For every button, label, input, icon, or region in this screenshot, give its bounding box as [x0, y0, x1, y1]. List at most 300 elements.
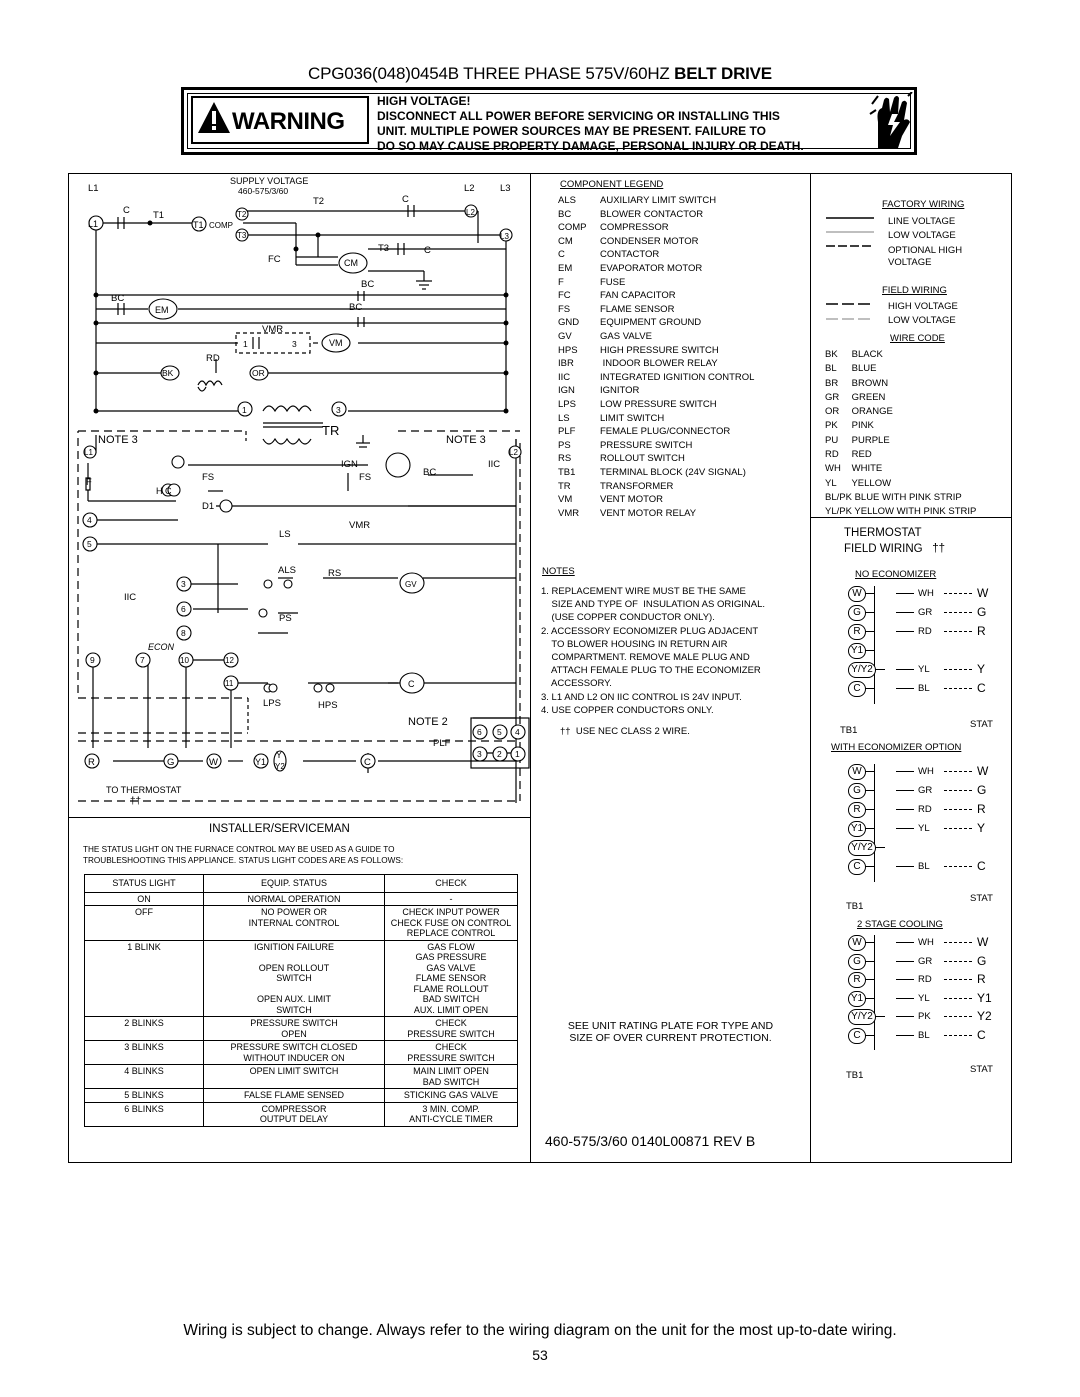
terminal-yy2: Y/Y2 — [848, 1009, 876, 1025]
terminal-g: G — [848, 783, 866, 799]
field-wire — [944, 961, 972, 962]
col-header: EQUIP. STATUS — [204, 875, 385, 893]
legend-item — [558, 222, 669, 233]
note-line: 2. ACCESSORY ECONOMIZER PLUG ADJACENT — [541, 625, 759, 637]
legend-desc: BLOWER CONTACTOR — [600, 208, 704, 220]
legend-desc: INDOOR BLOWER RELAY — [600, 358, 718, 370]
label-hps: HPS — [318, 700, 338, 711]
field-wire — [944, 612, 972, 613]
stat-terminal: G — [977, 953, 987, 968]
wire-color: YELLOW — [849, 477, 892, 489]
field-wire — [944, 1035, 972, 1036]
field-wire — [944, 942, 972, 943]
wire-color-code: WH — [918, 937, 934, 948]
warning-text — [377, 109, 804, 154]
check: CHECK INPUT POWER CHECK FUSE ON CONTROL REPLACE CONTROL — [385, 906, 518, 941]
stat-terminal: Y — [977, 662, 986, 676]
label-c: C — [408, 679, 415, 689]
wire-color: BROWN — [849, 377, 889, 389]
notes-title: NOTES — [542, 566, 575, 577]
terminal-lead — [865, 1035, 875, 1036]
rating-note-line: SIZE OF OVER CURRENT PROTECTION. — [569, 1032, 772, 1044]
installer-intro-line: TROUBLESHOOTING THIS APPLIANCE. STATUS LIGHT CODES ARE AS FOLLOWS: — [83, 856, 404, 865]
label-fs: FS — [202, 472, 215, 483]
equip-status: PRESSURE SWITCH OPEN — [204, 1017, 385, 1041]
label-ps: PS — [279, 613, 292, 624]
check: MAIN LIMIT OPEN BAD SWITCH — [385, 1065, 518, 1089]
note-line: 4. USE COPPER CONDUCTORS ONLY. — [541, 704, 714, 716]
label-als: ALS — [278, 565, 296, 576]
terminal-strip — [874, 586, 875, 704]
terminal-r: R — [88, 757, 95, 768]
tb1-label: TB1 — [840, 725, 858, 736]
legend-code: LS — [558, 412, 570, 424]
note-line: COMPARTMENT. REMOVE MALE PLUG AND — [541, 652, 750, 664]
legend-code: GND — [558, 317, 580, 329]
label-bc: BC — [349, 302, 363, 313]
terminal-y2: Y2 — [275, 762, 285, 771]
thermostat-title: THERMOSTAT — [844, 527, 922, 539]
voltage-label: VOLTAGE — [888, 257, 932, 268]
label-n4: 4 — [515, 727, 520, 737]
field-wire — [944, 593, 972, 594]
wire-color: BLUE WITH PINK STRIP — [851, 491, 962, 503]
terminal-w: W — [848, 586, 866, 602]
field-wire — [944, 809, 972, 810]
no-economizer-title: NO ECONOMIZER — [855, 569, 937, 580]
wire-code: WH — [825, 463, 841, 475]
field-wire — [896, 998, 914, 999]
legend-item — [558, 508, 696, 519]
field-wire — [896, 828, 914, 829]
terminal-g: G — [167, 757, 175, 768]
legend-desc: HIGH PRESSURE SWITCH — [600, 344, 719, 356]
warning-line: UNIT. MULTIPLE POWER SOURCES MAY BE PRESENT. FAILURE TO — [377, 124, 766, 138]
col-header: CHECK — [385, 875, 518, 893]
wire-color-code: YL — [918, 823, 930, 834]
field-wire — [896, 612, 914, 613]
label-n6: 6 — [181, 604, 186, 614]
legend-item — [558, 317, 701, 328]
legend-code: LPS — [558, 399, 576, 410]
label-n3: 3 — [477, 749, 482, 759]
legend-item — [558, 331, 652, 342]
status-light: 1 BLINK — [85, 940, 204, 1017]
dagger-note-text: USE NEC CLASS 2 WIRE. — [575, 726, 690, 737]
footer-note: Wiring is subject to change. Always refer to the wiring diagram on the unit for the most up-to-date wiring. — [183, 1322, 897, 1339]
legend-title: COMPONENT LEGEND — [560, 179, 664, 190]
status-light: OFF — [85, 906, 204, 941]
wire-code: YL/PK — [825, 506, 852, 518]
warning-line: DO SO MAY CAUSE PROPERTY DAMAGE, PERSONAL INJURY OR DEATH. — [377, 139, 804, 153]
wire-color-code: BL — [918, 683, 930, 694]
field-wire — [944, 979, 972, 980]
legend-code: FC — [558, 290, 571, 302]
legend-code: ALS — [558, 195, 576, 206]
field-wire — [944, 866, 972, 867]
stat-terminal: C — [977, 1027, 986, 1042]
label-ls: LS — [279, 529, 291, 540]
legend-desc: TERMINAL BLOCK (24V SIGNAL) — [600, 467, 746, 478]
terminal-r: R — [848, 802, 866, 818]
note-line: (USE COPPER CONDUCTOR ONLY). — [541, 612, 715, 624]
wire-color-code: GR — [918, 785, 933, 796]
label-vmr: VMR — [262, 324, 284, 335]
terminal-lead — [865, 979, 875, 980]
high-voltage-label: HIGH VOLTAGE — [888, 301, 958, 312]
warning-line: DISCONNECT ALL POWER BEFORE SERVICING OR INSTALLING THIS — [377, 109, 780, 123]
note-line: ATTACH FEMALE PLUG TO THE ECONOMIZER — [541, 665, 761, 677]
field-wire — [944, 688, 972, 689]
wire-color-code: WH — [918, 766, 934, 777]
field-wire — [896, 631, 914, 632]
label-n11: 11 — [225, 679, 234, 688]
label-n1: 1 — [515, 749, 520, 759]
field-wire — [944, 828, 972, 829]
wire-code-row — [825, 405, 976, 419]
terminal-y1: Y1 — [255, 757, 267, 767]
electric-hand-icon — [868, 92, 914, 150]
label-or: OR — [252, 368, 265, 378]
legend-desc: FAN CAPACITOR — [600, 290, 676, 302]
wire-color: PURPLE — [849, 434, 890, 446]
terminal-lead — [865, 942, 875, 943]
terminal-w: W — [848, 764, 866, 780]
wire-code: RD — [825, 449, 839, 461]
title-emphasis: BELT DRIVE — [674, 64, 772, 83]
warning-heading: HIGH VOLTAGE! — [377, 94, 471, 108]
wire-code-row — [825, 434, 976, 448]
legend-code: GV — [558, 331, 572, 342]
label-fc: FC — [268, 254, 281, 265]
equip-status: FALSE FLAME SENSED — [204, 1089, 385, 1103]
dagger-symbol: †† — [560, 726, 571, 737]
label-n9: 9 — [90, 655, 95, 665]
field-wire — [896, 1035, 914, 1036]
factory-wiring-title: FACTORY WIRING — [882, 199, 965, 210]
label-n5: 5 — [87, 539, 92, 549]
dagger-note — [560, 726, 690, 737]
stat-label: STAT — [970, 893, 993, 904]
label-t1: T1 — [193, 220, 204, 230]
note-line: 3. L1 AND L2 ON IIC CONTROL IS 24V INPUT. — [541, 691, 742, 703]
legend-desc: IGNITOR — [600, 385, 640, 397]
legend-code: IGN — [558, 385, 575, 397]
wire-color-code: GR — [918, 955, 933, 967]
status-row — [85, 1065, 518, 1089]
field-wire — [896, 688, 914, 689]
legend-desc: FUSE — [600, 276, 626, 288]
label-t3: T3 — [378, 243, 390, 254]
wire-color: WHITE — [849, 463, 883, 475]
legend-code: BC — [558, 208, 572, 220]
wire-color: GREEN — [849, 391, 886, 403]
status-light: 5 BLINKS — [85, 1089, 204, 1103]
wire-code-row — [825, 448, 976, 462]
wire-code: BL/PK — [825, 491, 852, 503]
col-header: STATUS LIGHT — [85, 875, 204, 893]
rating-note-line: SEE UNIT RATING PLATE FOR TYPE AND — [567, 1020, 774, 1032]
label-n1: 1 — [243, 339, 248, 349]
legend-item — [558, 413, 664, 424]
legend-code: EM — [558, 263, 573, 274]
terminal-c: C — [848, 681, 866, 697]
wire-code: YL — [825, 477, 837, 489]
thermostat-subtitle — [844, 543, 945, 555]
wire-code-row — [825, 477, 976, 491]
low-voltage-label: LOW VOLTAGE — [888, 230, 956, 241]
field-wire — [944, 1016, 972, 1017]
wire-code-list — [825, 348, 976, 520]
label-vmr: VMR — [349, 520, 371, 531]
wire-color-code: RD — [918, 804, 932, 815]
wire-color: PINK — [849, 420, 874, 432]
stat-terminal: Y1 — [977, 990, 992, 1005]
terminal-c: C — [848, 859, 866, 875]
label-em: EM — [155, 305, 169, 315]
legend-item — [558, 209, 703, 220]
status-light-table — [84, 874, 518, 1127]
legend-code: VMR — [558, 507, 580, 519]
terminal-lead — [865, 771, 875, 772]
legend-item — [558, 277, 625, 288]
terminal-y1: Y1 — [848, 821, 866, 837]
wire-code: BR — [825, 377, 839, 389]
label-c: C — [402, 194, 409, 205]
legend-item — [558, 345, 719, 356]
legend-item — [558, 304, 674, 315]
field-wire — [896, 771, 914, 772]
document-number: 460-575/3/60 0140L00871 REV B — [545, 1133, 756, 1149]
field-wire — [896, 942, 914, 943]
optional-high-label: OPTIONAL HIGH — [888, 245, 963, 256]
legend-item — [558, 263, 702, 274]
field-wire — [944, 998, 972, 999]
legend-item — [558, 481, 673, 492]
note3-left: NOTE 3 — [98, 434, 138, 446]
legend-code: TR — [558, 480, 571, 492]
terminal-lead — [865, 828, 875, 829]
field-low-voltage-label: LOW VOLTAGE — [888, 315, 956, 326]
legend-desc: GAS VALVE — [600, 331, 652, 342]
legend-code: C — [558, 249, 565, 261]
legend-code: VM — [558, 494, 573, 506]
stat-terminal: G — [977, 605, 987, 619]
label-l1: L1 — [84, 448, 93, 457]
label-n3: 3 — [292, 339, 297, 349]
wire-code-row — [825, 419, 976, 433]
label-n4: 4 — [87, 515, 92, 525]
label-l2: L2 — [466, 208, 475, 217]
stat-terminal: Y2 — [977, 1009, 992, 1023]
terminal-yy2: Y/Y2 — [848, 662, 876, 678]
stat-terminal: C — [977, 681, 986, 695]
label-l3: L3 — [500, 183, 511, 194]
terminal-lead — [865, 998, 875, 999]
class2-dagger: †† — [130, 796, 142, 807]
check: - — [385, 892, 518, 906]
label-fs: FS — [359, 472, 372, 483]
field-wire — [896, 1016, 914, 1017]
to-thermostat-label: TO THERMOSTAT — [106, 785, 182, 795]
label-n6: 6 — [477, 727, 482, 737]
label-note2: NOTE 2 — [408, 716, 448, 728]
stat-terminal: R — [977, 624, 986, 638]
thermostat-subtitle-text: FIELD WIRING — [844, 543, 923, 555]
legend-desc: FLAME SENSOR — [600, 303, 675, 315]
terminal-y1: Y1 — [848, 991, 866, 1007]
note3-right: NOTE 3 — [446, 434, 486, 446]
legend-item — [558, 372, 754, 383]
label-gv: GV — [405, 580, 417, 589]
legend-code: FS — [558, 303, 571, 315]
label-n3: 3 — [336, 405, 341, 415]
field-wire — [896, 669, 914, 670]
label-hc: H C — [156, 486, 172, 496]
legend-item — [558, 290, 676, 301]
stat-label: STAT — [970, 719, 993, 730]
notes-list — [541, 585, 765, 717]
warning-word: WARNING — [232, 108, 345, 135]
wire-color-code: BL — [918, 861, 930, 872]
wire-code-title: WIRE CODE — [890, 333, 945, 344]
legend-code: COMP — [558, 222, 587, 234]
label-iic: IIC — [124, 592, 137, 603]
legend-desc: LOW PRESSURE SWITCH — [600, 399, 717, 410]
label-rs: RS — [328, 568, 342, 579]
status-row — [85, 1089, 518, 1103]
terminal-w: W — [209, 757, 218, 768]
equip-status: PRESSURE SWITCH CLOSED WITHOUT INDUCER ON — [204, 1041, 385, 1065]
legend-item — [558, 426, 730, 437]
wire-color: ORANGE — [849, 406, 893, 418]
label-ign: IGN — [341, 459, 358, 470]
wire-color: BLUE — [849, 363, 877, 375]
terminal-r: R — [848, 972, 866, 988]
terminal-lead — [865, 593, 875, 594]
label-bc: BC — [361, 279, 375, 290]
label-t3: T3 — [237, 231, 247, 240]
field-wire — [944, 771, 972, 772]
field-wire — [896, 593, 914, 594]
legend-item — [558, 440, 692, 451]
legend-desc: CONDENSER MOTOR — [600, 235, 699, 247]
check: CHECK PRESSURE SWITCH — [385, 1017, 518, 1041]
wire-code-row — [825, 505, 976, 519]
note-line: SIZE AND TYPE OF INSULATION AS ORIGINAL. — [541, 599, 766, 611]
line-voltage-label: LINE VOLTAGE — [888, 216, 956, 227]
legend-desc: FEMALE PLUG/CONNECTOR — [600, 426, 731, 438]
legend-item — [558, 385, 639, 396]
legend-desc: AUXILIARY LIMIT SWITCH — [600, 195, 717, 206]
field-wire — [896, 979, 914, 980]
legend-desc: VENT MOTOR — [600, 494, 663, 506]
status-light: ON — [85, 892, 204, 906]
tb1-label: TB1 — [846, 1070, 864, 1081]
wire-code: BK — [825, 349, 838, 360]
legend-item — [558, 236, 699, 247]
status-light: 4 BLINKS — [85, 1065, 204, 1089]
label-lps: LPS — [263, 698, 281, 709]
page-title — [0, 64, 1080, 84]
wire-color-code: RD — [918, 974, 932, 985]
wire-code-row — [825, 462, 976, 476]
legend-desc: ROLLOUT SWITCH — [600, 453, 685, 465]
legend-desc: INTEGRATED IGNITION CONTROL — [600, 371, 755, 383]
wire-color-code: WH — [918, 588, 934, 599]
status-row — [85, 1102, 518, 1126]
terminal-lead — [865, 809, 875, 810]
legend-desc: PRESSURE SWITCH — [600, 439, 693, 451]
status-table-header — [85, 875, 518, 893]
stat-terminal: R — [977, 802, 986, 816]
status-row — [85, 940, 518, 1017]
legend-item — [558, 453, 685, 464]
terminal-y1: Y1 — [848, 643, 866, 659]
legend-desc: LIMIT SWITCH — [600, 412, 665, 424]
legend-code: F — [558, 276, 564, 288]
field-wire — [944, 631, 972, 632]
wire-color-code: GR — [918, 607, 933, 618]
label-c: C — [424, 245, 431, 256]
terminal-lead — [865, 631, 875, 632]
wire-code-row — [825, 362, 976, 376]
label-bc: BC — [111, 293, 125, 304]
field-wire — [896, 866, 914, 867]
terminal-lead — [865, 790, 875, 791]
label-l2: L2 — [464, 183, 475, 194]
label-c: C — [123, 205, 130, 216]
dagger-symbol: †† — [932, 543, 945, 555]
stat-terminal: W — [977, 586, 989, 600]
status-light: 3 BLINKS — [85, 1041, 204, 1065]
legend-item — [558, 494, 663, 505]
label-l3: L3 — [500, 232, 509, 241]
field-wire-samples — [826, 298, 886, 328]
label-t2: T2 — [313, 196, 325, 207]
label-n2: 2 — [497, 749, 502, 759]
field-wire — [944, 790, 972, 791]
status-row — [85, 1017, 518, 1041]
legend-code: PLF — [558, 426, 576, 438]
equip-status: NO POWER OR INTERNAL CONTROL — [204, 906, 385, 941]
label-vm: VM — [329, 338, 343, 348]
tb1-label: TB1 — [846, 901, 864, 912]
installer-title: INSTALLER/SERVICEMAN — [209, 823, 350, 835]
label-l1: L1 — [88, 219, 99, 229]
terminal-lead — [865, 961, 875, 962]
status-row — [85, 1041, 518, 1065]
legend-code: HPS — [558, 344, 578, 356]
label-n10: 10 — [180, 656, 189, 665]
label-bc: BC — [423, 467, 437, 478]
label-econ: ECON — [148, 642, 175, 652]
two-stage-title: 2 STAGE COOLING — [857, 919, 943, 930]
label-n12: 12 — [225, 656, 234, 665]
legend-code: TB1 — [558, 467, 576, 478]
terminal-y: Y — [276, 750, 283, 760]
label-n8: 8 — [181, 628, 186, 638]
label-f: F — [86, 477, 92, 488]
label-n7: 7 — [140, 655, 145, 665]
legend-item — [558, 195, 716, 206]
terminal-lead — [875, 1016, 885, 1017]
label-n1: 1 — [242, 405, 247, 415]
equip-status: OPEN LIMIT SWITCH — [204, 1065, 385, 1089]
supply-rating-label: 460-575/3/60 — [238, 186, 289, 196]
status-light: 2 BLINKS — [85, 1017, 204, 1041]
check: 3 MIN. COMP. ANTI-CYCLE TIMER — [385, 1102, 518, 1126]
